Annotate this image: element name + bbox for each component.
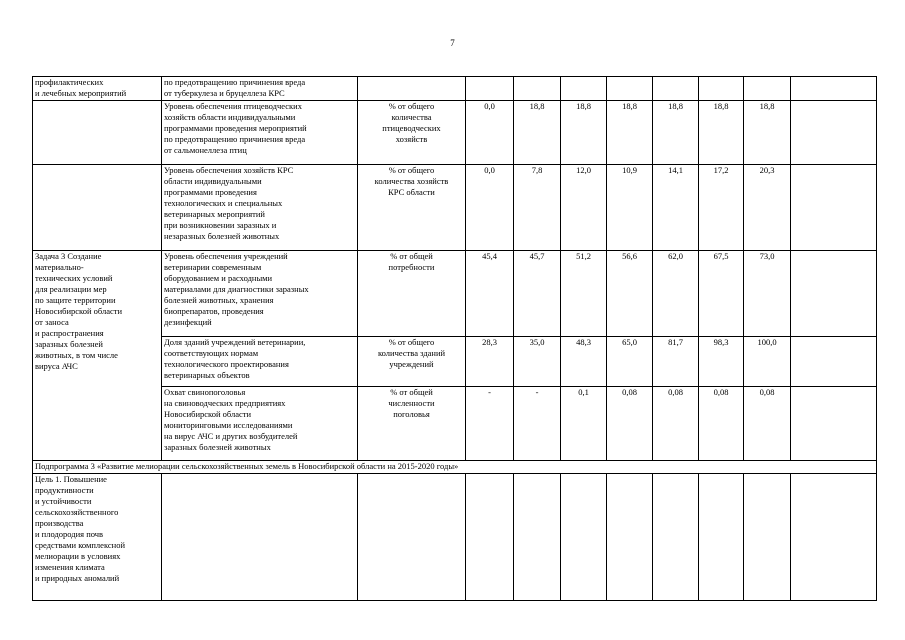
value-cell xyxy=(561,77,607,101)
value-cell: 67,5 xyxy=(699,251,744,337)
value-cell: 18,8 xyxy=(699,101,744,165)
table-row xyxy=(33,101,877,165)
value-cell: 18,8 xyxy=(653,101,699,165)
indicator-cell: Охват свинопоголовья на свиноводческих предприятиях Новосибирской области мониторинговыми исследованиями на вирус АЧС и других возбудителей заразных болезней животных xyxy=(162,387,358,461)
value-cell: 10,9 xyxy=(607,165,653,251)
table-row xyxy=(33,251,877,337)
value-cell xyxy=(607,474,653,601)
value-cell: 48,3 xyxy=(561,337,607,387)
value-cell: 18,8 xyxy=(561,101,607,165)
value-cell: 65,0 xyxy=(607,337,653,387)
indicator-cell: по предотвращению причинения вреда от туберкулеза и бруцеллеза КРС xyxy=(162,77,358,101)
value-cell: 0,08 xyxy=(607,387,653,461)
value-cell: 45,4 xyxy=(466,251,514,337)
value-cell: 0,0 xyxy=(466,101,514,165)
value-cell xyxy=(699,474,744,601)
value-cell xyxy=(607,77,653,101)
value-cell xyxy=(653,474,699,601)
value-cell: 14,1 xyxy=(653,165,699,251)
unit-cell xyxy=(358,77,466,101)
value-cell: 12,0 xyxy=(561,165,607,251)
value-cell: 73,0 xyxy=(744,251,791,337)
task-cell: Задача 3 Создание материально- технических условий для реализации мер по защите территории Новосибирской области от заноса и распространения заразных болезней животных, в том числе вируса АЧС xyxy=(33,251,162,461)
value-cell xyxy=(744,77,791,101)
value-cell: 18,8 xyxy=(744,101,791,165)
value-cell: 35,0 xyxy=(514,337,561,387)
note-cell xyxy=(791,101,877,165)
table-row xyxy=(33,474,877,601)
goal-cell: Цель 1. Повышение продуктивности и устойчивости сельскохозяйственного производства и плодородия почв средствами комплексной мелиорации в условиях изменения климата и природных аномалий xyxy=(33,474,162,601)
value-cell: - xyxy=(514,387,561,461)
value-cell: 0,08 xyxy=(744,387,791,461)
value-cell: 51,2 xyxy=(561,251,607,337)
indicators-table xyxy=(32,76,877,601)
indicator-cell: Уровень обеспечения хозяйств КРС области индивидуальными программами проведения технологических и специальных ветеринарных мероприятий при возникновении заразных и незаразных болезней животных xyxy=(162,165,358,251)
value-cell: 98,3 xyxy=(699,337,744,387)
value-cell xyxy=(699,77,744,101)
unit-cell xyxy=(358,474,466,601)
value-cell: 0,0 xyxy=(466,165,514,251)
value-cell: 45,7 xyxy=(514,251,561,337)
table-row xyxy=(33,77,877,101)
subprogram-title: Подпрограмма 3 «Развитие мелиорации сельскохозяйственных земель в Новосибирской области на 2015-2020 годы» xyxy=(33,461,877,474)
value-cell: - xyxy=(466,387,514,461)
task-cell xyxy=(33,101,162,165)
unit-cell: % от общего количества зданий учреждений xyxy=(358,337,466,387)
value-cell: 18,8 xyxy=(514,101,561,165)
value-cell: 18,8 xyxy=(607,101,653,165)
table-row xyxy=(33,165,877,251)
value-cell xyxy=(466,474,514,601)
indicator-cell: Уровень обеспечения птицеводческих хозяйств области индивидуальными программами проведения мероприятий по предотвращению причинения вреда от сальмонеллеза птиц xyxy=(162,101,358,165)
indicator-cell: Доля зданий учреждений ветеринарии, соответствующих нормам технологического проектирования ветеринарных объектов xyxy=(162,337,358,387)
value-cell: 17,2 xyxy=(699,165,744,251)
note-cell xyxy=(791,387,877,461)
unit-cell: % от общей потребности xyxy=(358,251,466,337)
value-cell xyxy=(561,474,607,601)
note-cell xyxy=(791,77,877,101)
indicator-cell xyxy=(162,474,358,601)
unit-cell: % от общего количества хозяйств КРС области xyxy=(358,165,466,251)
value-cell: 62,0 xyxy=(653,251,699,337)
note-cell xyxy=(791,165,877,251)
page-number: 7 xyxy=(450,38,455,48)
unit-cell: % от общего количества птицеводческих хозяйств xyxy=(358,101,466,165)
value-cell xyxy=(514,77,561,101)
value-cell: 56,6 xyxy=(607,251,653,337)
task-cell: профилактических и лечебных мероприятий xyxy=(33,77,162,101)
value-cell xyxy=(653,77,699,101)
note-cell xyxy=(791,337,877,387)
value-cell: 0,08 xyxy=(699,387,744,461)
indicator-cell: Уровень обеспечения учреждений ветеринарии современным оборудованием и расходными материалами для диагностики заразных болезней животных, хранения биопрепаратов, проведения дезинфекций xyxy=(162,251,358,337)
value-cell xyxy=(466,77,514,101)
subprogram-row xyxy=(33,461,877,474)
note-cell xyxy=(791,251,877,337)
note-cell xyxy=(791,474,877,601)
value-cell: 7,8 xyxy=(514,165,561,251)
unit-cell: % от общей численности поголовья xyxy=(358,387,466,461)
value-cell xyxy=(744,474,791,601)
value-cell: 100,0 xyxy=(744,337,791,387)
value-cell: 0,1 xyxy=(561,387,607,461)
value-cell xyxy=(514,474,561,601)
value-cell: 28,3 xyxy=(466,337,514,387)
value-cell: 81,7 xyxy=(653,337,699,387)
value-cell: 0,08 xyxy=(653,387,699,461)
value-cell: 20,3 xyxy=(744,165,791,251)
task-cell xyxy=(33,165,162,251)
